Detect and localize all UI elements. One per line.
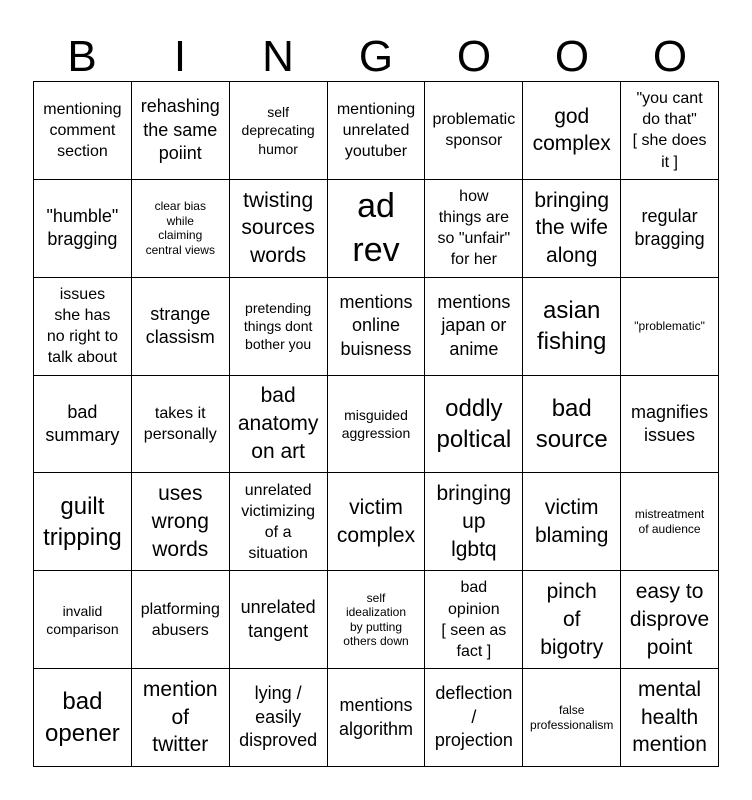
bingo-cell[interactable]: mentions japan or anime <box>425 278 523 376</box>
bingo-cell[interactable]: unrelated tangent <box>230 571 328 669</box>
bingo-cell[interactable]: mistreatment of audience <box>621 473 719 571</box>
bingo-cell[interactable]: "you cant do that" [ she does it ] <box>621 82 719 180</box>
bingo-cell[interactable]: lying / easily disproved <box>230 669 328 767</box>
bingo-cell[interactable]: god complex <box>523 82 621 180</box>
bingo-cell[interactable]: mentions online buisness <box>328 278 426 376</box>
bingo-cell[interactable]: deflection / projection <box>425 669 523 767</box>
bingo-cell[interactable]: "humble" bragging <box>34 180 132 278</box>
bingo-cell[interactable]: bad source <box>523 376 621 474</box>
bingo-cell[interactable]: regular bragging <box>621 180 719 278</box>
header-letter: O <box>554 32 590 81</box>
header-letter: B <box>67 32 97 81</box>
bingo-cell[interactable]: mention of twitter <box>132 669 230 767</box>
bingo-cell[interactable]: platforming abusers <box>132 571 230 669</box>
bingo-cell[interactable]: how things are so "unfair" for her <box>425 180 523 278</box>
bingo-cell[interactable]: oddly poltical <box>425 376 523 474</box>
bingo-cell[interactable]: mental health mention <box>621 669 719 767</box>
header-letter: O <box>652 32 688 81</box>
header-letter: N <box>262 32 294 81</box>
bingo-cell[interactable]: self deprecating humor <box>230 82 328 180</box>
header-letter: I <box>173 32 187 81</box>
bingo-cell[interactable]: easy to disprove point <box>621 571 719 669</box>
bingo-cell[interactable]: bad opener <box>34 669 132 767</box>
bingo-cell[interactable]: pinch of bigotry <box>523 571 621 669</box>
bingo-cell[interactable]: pretending things dont bother you <box>230 278 328 376</box>
bingo-cell[interactable]: takes it personally <box>132 376 230 474</box>
header-letter: G <box>358 32 394 81</box>
bingo-cell[interactable]: bad opinion [ seen as fact ] <box>425 571 523 669</box>
bingo-cell[interactable]: bringing the wife along <box>523 180 621 278</box>
bingo-cell[interactable]: clear bias while claiming central views <box>132 180 230 278</box>
bingo-cell[interactable]: guilt tripping <box>34 473 132 571</box>
bingo-cell[interactable]: victim blaming <box>523 473 621 571</box>
bingo-cell[interactable]: mentions algorithm <box>328 669 426 767</box>
bingo-cell[interactable]: magnifies issues <box>621 376 719 474</box>
bingo-header <box>33 32 719 82</box>
bingo-cell[interactable]: mentioning comment section <box>34 82 132 180</box>
bingo-cell[interactable]: misguided aggression <box>328 376 426 474</box>
bingo-cell[interactable]: issues she has no right to talk about <box>34 278 132 376</box>
bingo-cell[interactable]: strange classism <box>132 278 230 376</box>
bingo-cell[interactable]: problematic sponsor <box>425 82 523 180</box>
bingo-cell[interactable]: bad summary <box>34 376 132 474</box>
bingo-cell[interactable]: asian fishing <box>523 278 621 376</box>
header-letter: O <box>456 32 492 81</box>
bingo-cell[interactable]: rehashing the same poiint <box>132 82 230 180</box>
bingo-cell[interactable]: "problematic" <box>621 278 719 376</box>
bingo-cell[interactable]: false professionalism <box>523 669 621 767</box>
bingo-cell[interactable]: victim complex <box>328 473 426 571</box>
bingo-cell[interactable]: bringing up lgbtq <box>425 473 523 571</box>
bingo-board <box>33 81 719 767</box>
bingo-cell[interactable]: mentioning unrelated youtuber <box>328 82 426 180</box>
bingo-cell[interactable]: uses wrong words <box>132 473 230 571</box>
bingo-cell[interactable]: unrelated victimizing of a situation <box>230 473 328 571</box>
bingo-cell[interactable]: self idealization by putting others down <box>328 571 426 669</box>
bingo-cell[interactable]: invalid comparison <box>34 571 132 669</box>
bingo-cell[interactable]: ad rev <box>328 180 426 278</box>
bingo-cell[interactable]: bad anatomy on art <box>230 376 328 474</box>
bingo-cell[interactable]: twisting sources words <box>230 180 328 278</box>
